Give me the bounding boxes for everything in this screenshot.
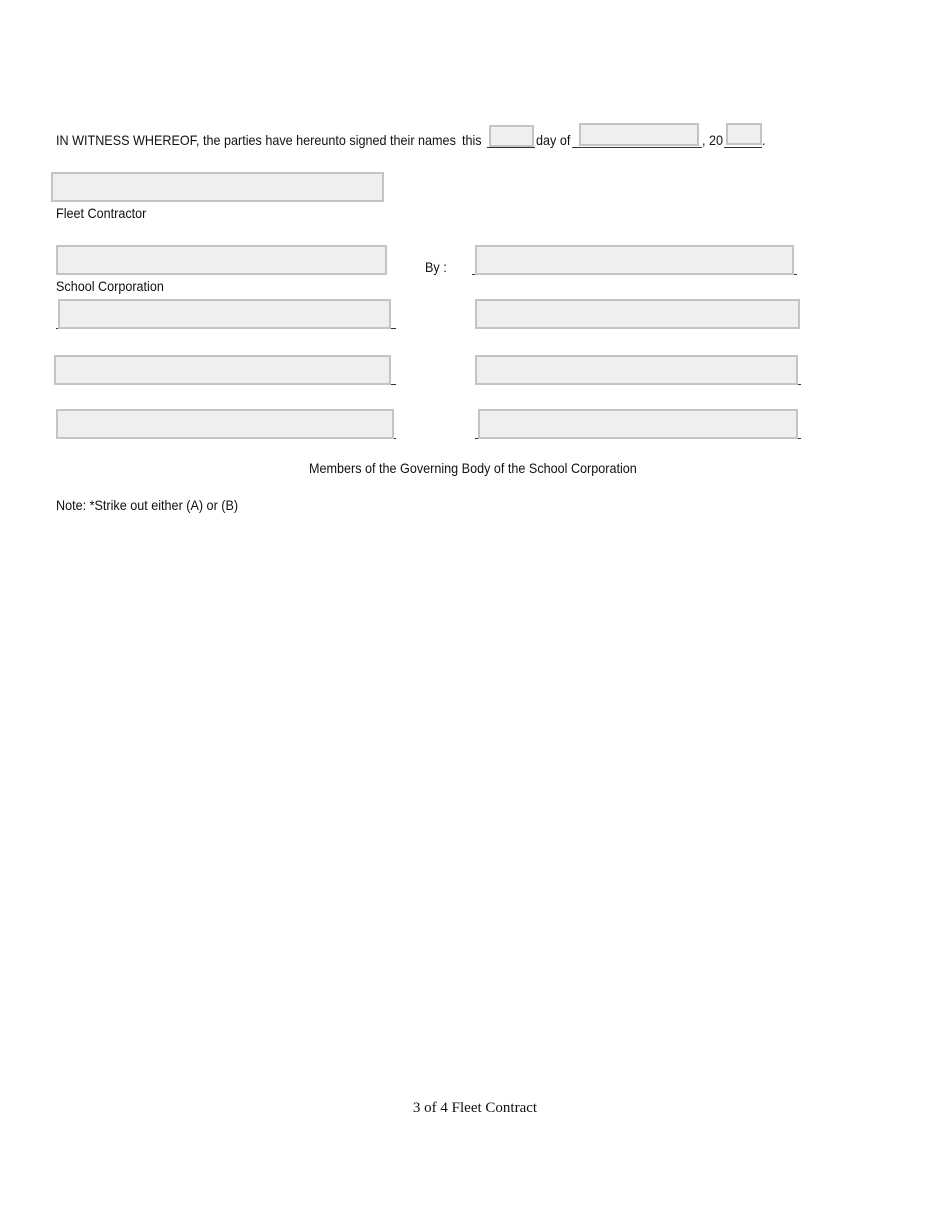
day-of-text: day of bbox=[536, 132, 571, 148]
year-underline bbox=[724, 147, 762, 148]
witness-statement: IN WITNESS WHEREOF, the parties have hereunto signed their names bbox=[56, 132, 456, 148]
strike-out-note: Note: *Strike out either (A) or (B) bbox=[56, 497, 239, 513]
by-label: By : bbox=[425, 259, 447, 275]
member-left-1-field[interactable] bbox=[58, 299, 391, 329]
member-right-2-field[interactable] bbox=[475, 355, 798, 385]
member-right-3-field[interactable] bbox=[478, 409, 798, 439]
month-underline bbox=[572, 147, 702, 148]
member-left-3-field[interactable] bbox=[56, 409, 394, 439]
member-left-2-field[interactable] bbox=[54, 355, 391, 385]
period-text: . bbox=[762, 132, 766, 148]
month-field[interactable] bbox=[579, 123, 699, 146]
school-corporation-field[interactable] bbox=[56, 245, 387, 275]
day-underline bbox=[487, 147, 535, 148]
members-caption: Members of the Governing Body of the School Corporation bbox=[309, 460, 637, 476]
fleet-contractor-label: Fleet Contractor bbox=[56, 205, 147, 221]
year-field[interactable] bbox=[726, 123, 762, 145]
page-footer: 3 of 4 Fleet Contract bbox=[412, 1100, 538, 1116]
day-field[interactable] bbox=[489, 125, 534, 147]
school-corporation-label: School Corporation bbox=[56, 278, 164, 294]
fleet-contractor-field[interactable] bbox=[51, 172, 384, 202]
year-prefix-text: , 20 bbox=[702, 132, 724, 148]
witness-this-word: this bbox=[462, 132, 482, 148]
member-right-1-field[interactable] bbox=[475, 299, 800, 329]
by-signature-field[interactable] bbox=[475, 245, 794, 275]
